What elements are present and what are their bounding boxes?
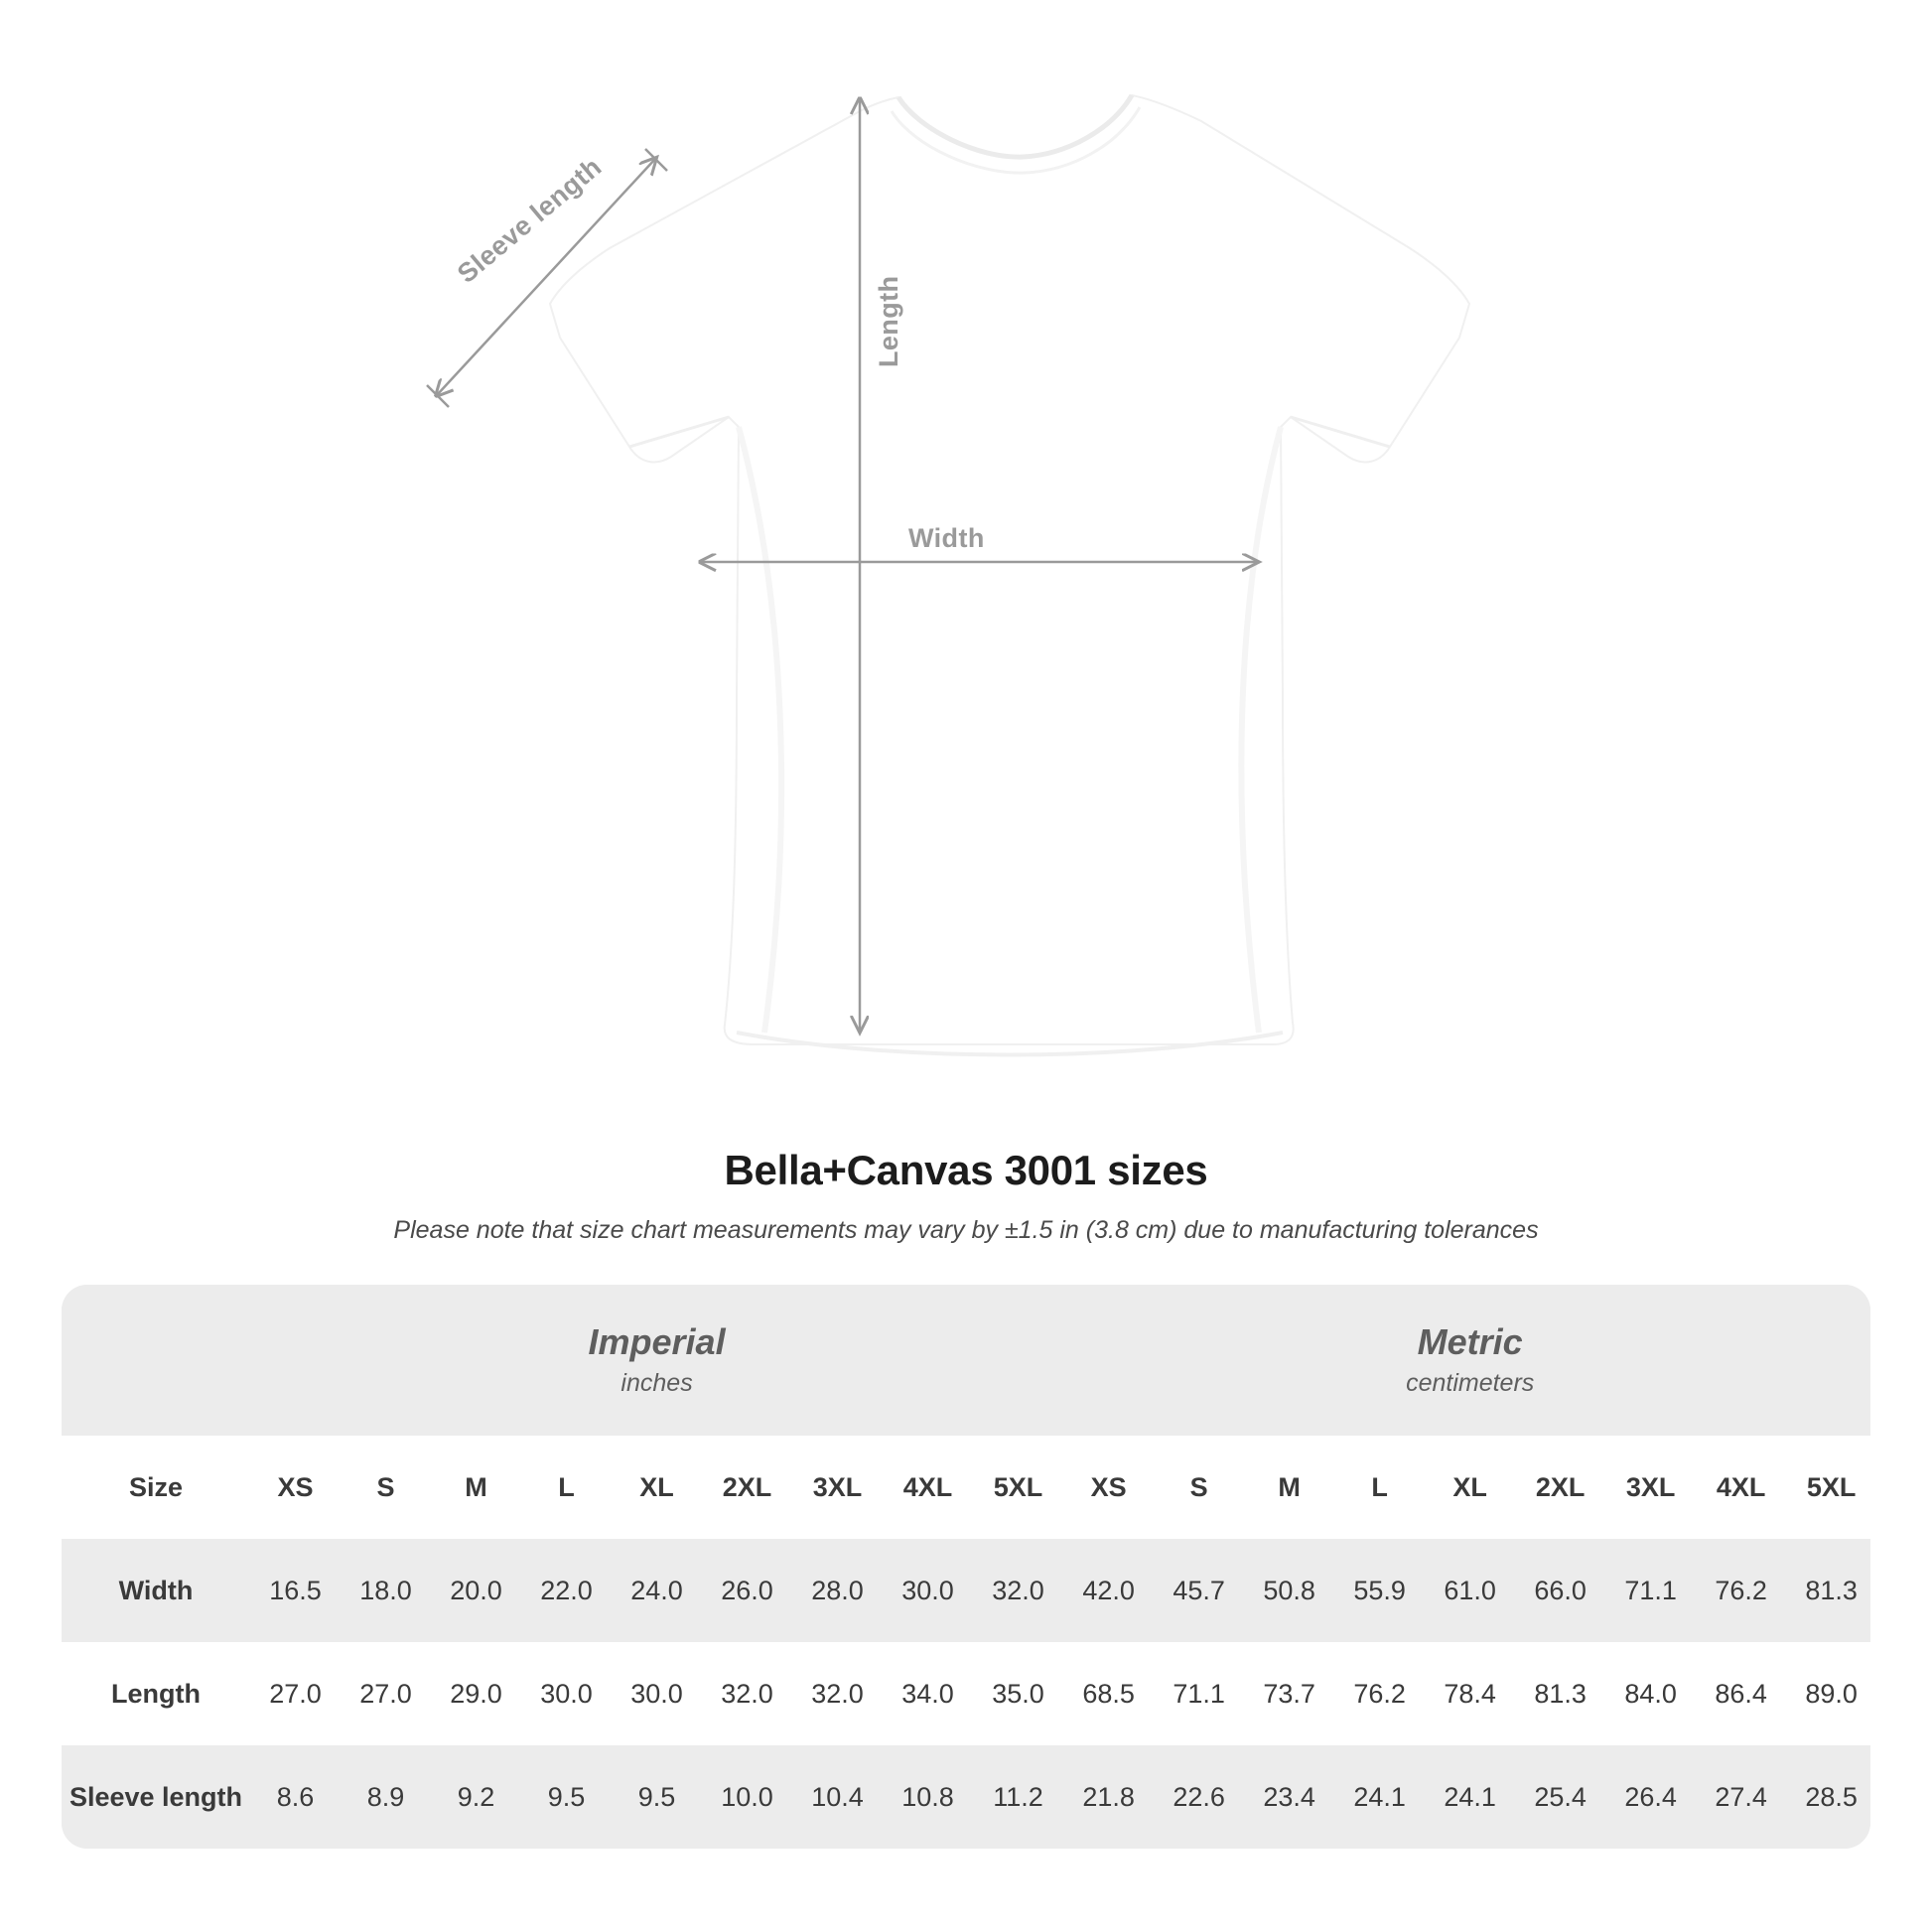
cell-sleeve-imperial: 10.8 [883,1745,973,1849]
cell-width-metric: 61.0 [1425,1539,1515,1642]
cell-length-imperial: 32.0 [792,1642,883,1745]
table-row [62,1642,1870,1745]
table-row [62,1539,1870,1642]
cell-width-imperial: 26.0 [702,1539,792,1642]
cell-width-metric: 42.0 [1063,1539,1154,1642]
row-header-size: Size [62,1436,250,1539]
cell-length-imperial: 35.0 [973,1642,1063,1745]
cell-sleeve-metric: 25.4 [1515,1745,1605,1849]
cell-sleeve-imperial: 8.6 [250,1745,341,1849]
cell-length-imperial: 27.0 [341,1642,431,1745]
size-header-cell: 4XL [1696,1436,1786,1539]
cell-width-metric: 45.7 [1154,1539,1244,1642]
cell-sleeve-imperial: 10.4 [792,1745,883,1849]
tolerance-note: Please note that size chart measurements may vary by ±1.5 in (3.8 cm) due to manufacturing tolerances [393,1216,1539,1244]
cell-length-metric: 81.3 [1515,1642,1605,1745]
cell-length-imperial: 32.0 [702,1642,792,1745]
size-header-cell: M [431,1436,521,1539]
size-header-cell: XL [1425,1436,1515,1539]
cell-sleeve-imperial: 9.5 [521,1745,612,1849]
unit-header-spacer [62,1285,250,1436]
cell-sleeve-imperial: 10.0 [702,1745,792,1849]
tshirt-shape [550,95,1469,1055]
cell-width-imperial: 18.0 [341,1539,431,1642]
unit-system-label: Imperial [588,1320,726,1362]
size-header-cell: 3XL [792,1436,883,1539]
row-label-sleeve-length: Sleeve length [62,1745,250,1849]
size-header-row [62,1436,1870,1539]
cell-length-metric: 68.5 [1063,1642,1154,1745]
cell-width-imperial: 24.0 [612,1539,702,1642]
cell-sleeve-imperial: 11.2 [973,1745,1063,1849]
cell-width-metric: 71.1 [1605,1539,1696,1642]
size-header-cell: 2XL [1515,1436,1605,1539]
row-label-length: Length [62,1642,250,1745]
cell-sleeve-imperial: 8.9 [341,1745,431,1849]
unit-group-imperial [250,1285,1063,1436]
size-header-cell: S [1154,1436,1244,1539]
cell-width-imperial: 30.0 [883,1539,973,1642]
cell-sleeve-metric: 26.4 [1605,1745,1696,1849]
size-header-cell: 3XL [1605,1436,1696,1539]
cell-width-imperial: 16.5 [250,1539,341,1642]
unit-system-label: Metric [1417,1320,1523,1362]
unit-unit-label: inches [621,1369,693,1398]
size-table-container [62,1285,1870,1849]
cell-width-imperial: 28.0 [792,1539,883,1642]
title-block [0,1147,1932,1245]
cell-sleeve-metric: 27.4 [1696,1745,1786,1849]
cell-width-metric: 76.2 [1696,1539,1786,1642]
sleeve-length-label: Sleeve length [452,151,608,289]
cell-sleeve-metric: 21.8 [1063,1745,1154,1849]
table-row [62,1745,1870,1849]
size-header-cell: 5XL [973,1436,1063,1539]
cell-width-metric: 55.9 [1334,1539,1425,1642]
cell-sleeve-metric: 24.1 [1425,1745,1515,1849]
size-header-cell: XL [612,1436,702,1539]
cell-sleeve-metric: 22.6 [1154,1745,1244,1849]
size-header-cell: S [341,1436,431,1539]
cell-sleeve-metric: 24.1 [1334,1745,1425,1849]
unit-group-metric [1063,1285,1870,1436]
size-header-cell: L [521,1436,612,1539]
cell-length-imperial: 30.0 [521,1642,612,1745]
row-label-width: Width [62,1539,250,1642]
cell-length-metric: 86.4 [1696,1642,1786,1745]
cell-length-metric: 89.0 [1786,1642,1870,1745]
cell-length-imperial: 29.0 [431,1642,521,1745]
cell-sleeve-imperial: 9.5 [612,1745,702,1849]
unit-header-row [62,1285,1870,1436]
cell-length-metric: 73.7 [1244,1642,1334,1745]
page-title: Bella+Canvas 3001 sizes [724,1147,1208,1193]
cell-length-metric: 78.4 [1425,1642,1515,1745]
cell-width-metric: 66.0 [1515,1539,1605,1642]
cell-length-metric: 84.0 [1605,1642,1696,1745]
cell-length-metric: 71.1 [1154,1642,1244,1745]
cell-sleeve-metric: 28.5 [1786,1745,1870,1849]
cell-width-metric: 50.8 [1244,1539,1334,1642]
size-header-cell: XS [250,1436,341,1539]
size-header-cell: 5XL [1786,1436,1870,1539]
length-label: Length [874,275,903,367]
cell-length-metric: 76.2 [1334,1642,1425,1745]
cell-length-imperial: 30.0 [612,1642,702,1745]
cell-sleeve-imperial: 9.2 [431,1745,521,1849]
cell-width-metric: 81.3 [1786,1539,1870,1642]
cell-sleeve-metric: 23.4 [1244,1745,1334,1849]
size-table [62,1285,1870,1849]
size-header-cell: L [1334,1436,1425,1539]
cell-width-imperial: 22.0 [521,1539,612,1642]
width-label: Width [908,523,985,553]
cell-width-imperial: 20.0 [431,1539,521,1642]
cell-width-imperial: 32.0 [973,1539,1063,1642]
cell-length-imperial: 34.0 [883,1642,973,1745]
unit-unit-label: centimeters [1406,1369,1535,1398]
size-header-cell: 4XL [883,1436,973,1539]
size-header-cell: M [1244,1436,1334,1539]
cell-length-imperial: 27.0 [250,1642,341,1745]
size-header-cell: XS [1063,1436,1154,1539]
size-header-cell: 2XL [702,1436,792,1539]
